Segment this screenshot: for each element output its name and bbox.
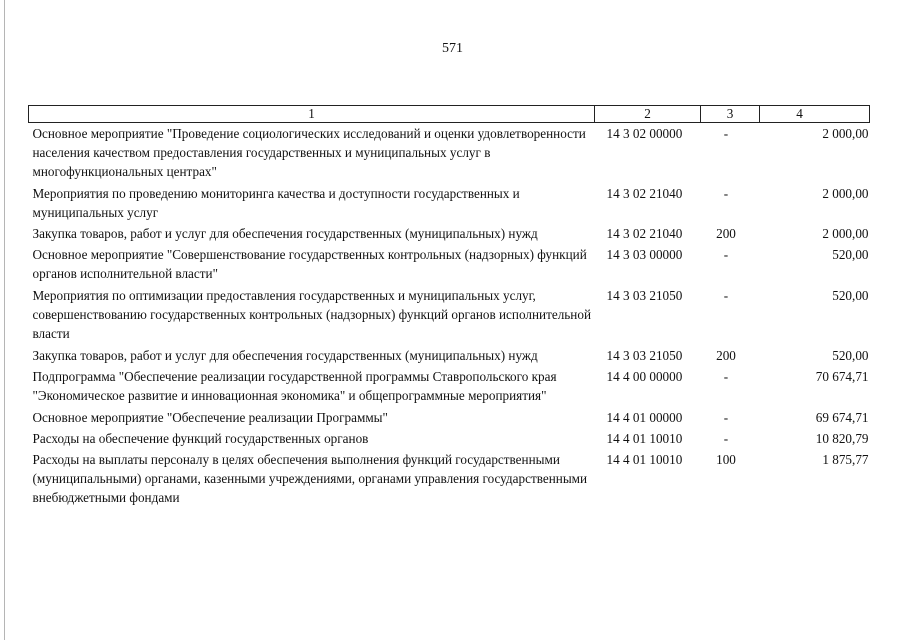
row-amount: 520,00 xyxy=(832,247,869,262)
row-name: Основное мероприятие "Проведение социологических исследований и оценки удовлетворенности населения качеством предоставления государственных и муниципальных услуг в многофункциональных центрах" xyxy=(32,126,586,179)
column-header-1: 1 xyxy=(29,106,595,123)
row-amount: 520,00 xyxy=(832,288,869,303)
row-amount: 2 000,00 xyxy=(822,186,869,201)
row-name: Расходы на выплаты персоналу в целях обеспечения выполнения функций государственными (муниципальными) органами, казенными учреждениями, органами управления государственными внебюджетными фондами xyxy=(32,452,588,505)
row-name: Мероприятия по оптимизации предоставления государственных и муниципальных услуг, совершенствованию государственных контрольных (надзорных) функций органов исполнительной власти xyxy=(32,288,592,341)
row-type: - xyxy=(723,431,729,446)
row-name: Мероприятия по проведению мониторинга качества и доступности государственных и муниципальных услуг xyxy=(32,186,520,220)
row-amount: 1 875,77 xyxy=(822,452,869,467)
row-name: Расходы на обеспечение функций государственных органов xyxy=(32,431,369,446)
row-amount: 2 000,00 xyxy=(822,226,869,241)
row-amount: 520,00 xyxy=(832,348,869,363)
table-row xyxy=(29,366,870,407)
table-body xyxy=(29,123,870,509)
row-amount: 10 820,79 xyxy=(815,431,869,446)
table-row xyxy=(29,244,870,285)
row-code: 14 3 03 21050 xyxy=(606,348,683,363)
row-type: - xyxy=(723,247,729,262)
row-amount: 2 000,00 xyxy=(822,126,869,141)
header-row xyxy=(29,106,870,123)
table-row xyxy=(29,428,870,449)
row-type: - xyxy=(723,126,729,141)
row-amount: 69 674,71 xyxy=(815,410,869,425)
row-code: 14 3 03 21050 xyxy=(606,288,683,303)
row-code: 14 4 01 00000 xyxy=(606,410,683,425)
row-type: 100 xyxy=(716,452,736,467)
row-code: 14 3 02 21040 xyxy=(606,226,683,241)
row-type: 200 xyxy=(716,348,736,363)
table-row xyxy=(29,407,870,428)
table-row xyxy=(29,345,870,366)
row-code: 14 4 00 00000 xyxy=(606,369,683,384)
row-code: 14 4 01 10010 xyxy=(606,452,683,467)
column-header-2: 2 xyxy=(595,106,701,123)
table-header xyxy=(29,106,870,123)
row-type: - xyxy=(723,288,729,303)
row-code: 14 3 02 21040 xyxy=(606,186,683,201)
table-row xyxy=(29,223,870,244)
row-name: Подпрограмма "Обеспечение реализации государственной программы Ставропольского края "Экономическое развитие и инновационная экономика" и общепрограммные мероприятия" xyxy=(32,369,557,403)
row-code: 14 3 03 00000 xyxy=(606,247,683,262)
table-row xyxy=(29,183,870,223)
row-name: Основное мероприятие "Совершенствование государственных контрольных (надзорных) функций органов исполнительной власти" xyxy=(32,247,587,281)
row-amount: 70 674,71 xyxy=(815,369,869,384)
row-type: - xyxy=(723,410,729,425)
row-type: - xyxy=(723,186,729,201)
column-header-3: 3 xyxy=(701,106,760,123)
row-name: Закупка товаров, работ и услуг для обеспечения государственных (муниципальных) нужд xyxy=(32,348,538,363)
table-row xyxy=(29,123,870,184)
page-number: 571 xyxy=(442,41,463,56)
row-type: 200 xyxy=(716,226,736,241)
table-row xyxy=(29,285,870,345)
table-row xyxy=(29,449,870,508)
row-code: 14 4 01 10010 xyxy=(606,431,683,446)
row-code: 14 3 02 00000 xyxy=(606,126,683,141)
budget-table xyxy=(28,105,870,508)
row-name: Основное мероприятие "Обеспечение реализации Программы" xyxy=(32,410,388,425)
left-margin-rule xyxy=(4,0,5,640)
column-header-4: 4 xyxy=(760,106,870,123)
row-name: Закупка товаров, работ и услуг для обеспечения государственных (муниципальных) нужд xyxy=(32,226,538,241)
row-type: - xyxy=(723,369,729,384)
